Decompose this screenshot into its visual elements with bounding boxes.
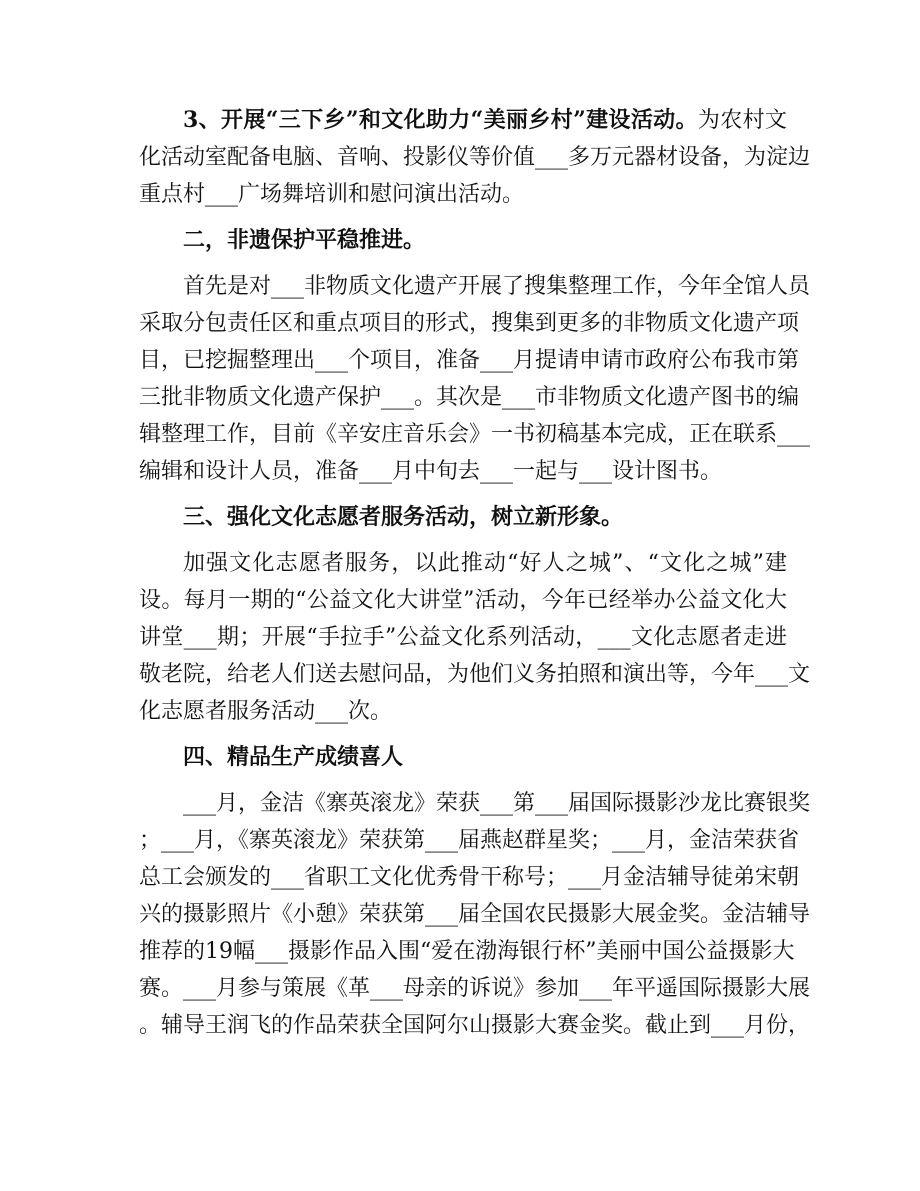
paragraph-line-15: 敬老院，给老人们送去慰问品，为他们义务拍照和演出等，今年___文 bbox=[139, 662, 811, 687]
section-heading-4: 四、精品生产成绩喜人 bbox=[183, 744, 404, 770]
paragraph-line-24: 。辅导王润飞的作品荣获全国阿尔山摄影大赛金奖。截止到___月份， bbox=[139, 1013, 811, 1038]
paragraph-line-19: ；___月，《寨英滚龙》荣获第___届燕赵群星奖；___月，金洁荣获省 bbox=[139, 828, 800, 853]
bold-lead: 3、开展“三下乡”和文化助力“美丽乡村”建设活动。 bbox=[183, 107, 698, 133]
paragraph-line-6: 采取分包责任区和重点项目的形式，搜集到更多的非物质文化遗产项 bbox=[139, 311, 800, 336]
paragraph-line-18: ___月，金洁《寨英滚龙》荣获___第___届国际摄影沙龙比赛银奖 bbox=[183, 791, 811, 816]
paragraph-line-3: 重点村___广场舞培训和慰问演出活动。 bbox=[139, 182, 525, 207]
paragraph-line-8: 三批非物质文化遗产保护___。其次是___市非物质文化遗产图书的编 bbox=[139, 385, 800, 410]
section-heading-2: 二，非遗保护平稳推进。 bbox=[183, 227, 426, 253]
section-heading-3: 三、强化文化志愿者服务活动，树立新形象。 bbox=[183, 504, 624, 530]
paragraph-line-2: 化活动室配备电脑、音响、投影仪等价值___多万元器材设备，为淀边 bbox=[139, 145, 811, 170]
document-page bbox=[139, 102, 811, 1044]
paragraph-line-20: 总工会颁发的___省职工文化优秀骨干称号；___月金洁辅导徒弟宋朝 bbox=[139, 865, 800, 890]
paragraph-line-21: 兴的摄影照片《小憩》荣获第___届全国农民摄影大展金奖。金洁辅导 bbox=[139, 902, 811, 927]
paragraph-line-1 bbox=[139, 102, 787, 139]
paragraph-line-23: 赛。___月参与策展《革___母亲的诉说》参加___年平遥国际摄影大展 bbox=[139, 976, 811, 1001]
paragraph-line-10: 编辑和设计人员，准备___月中旬去___一起与___设计图书。 bbox=[139, 459, 723, 484]
paragraph-line-12: 加强文化志愿者服务，以此推动“好人之城”、“文化之城”建 bbox=[183, 551, 787, 576]
paragraph-line-22: 推荐的19幅___摄影作品入围“爱在渤海银行杯”美丽中国公益摄影大 bbox=[139, 939, 795, 964]
line-rest: 为农村文 bbox=[697, 108, 787, 133]
paragraph-line-7: 目，已挖掘整理出___个项目，准备___月提请申请市政府公布我市第 bbox=[139, 348, 800, 373]
paragraph-line-13: 设。每月一期的“公益文化大讲堂”活动，今年已经举办公益文化大 bbox=[139, 588, 787, 613]
paragraph-line-9: 辑整理工作，目前《辛安庄音乐会》一书初稿基本完成，正在联系___ bbox=[139, 422, 811, 447]
paragraph-line-14: 讲堂___期；开展“手拉手”公益文化系列活动，___文化志愿者走进 bbox=[139, 625, 787, 650]
paragraph-line-16: 化志愿者服务活动___次。 bbox=[139, 699, 393, 724]
paragraph-line-5: 首先是对___非物质文化遗产开展了搜集整理工作，今年全馆人员 bbox=[183, 274, 811, 299]
